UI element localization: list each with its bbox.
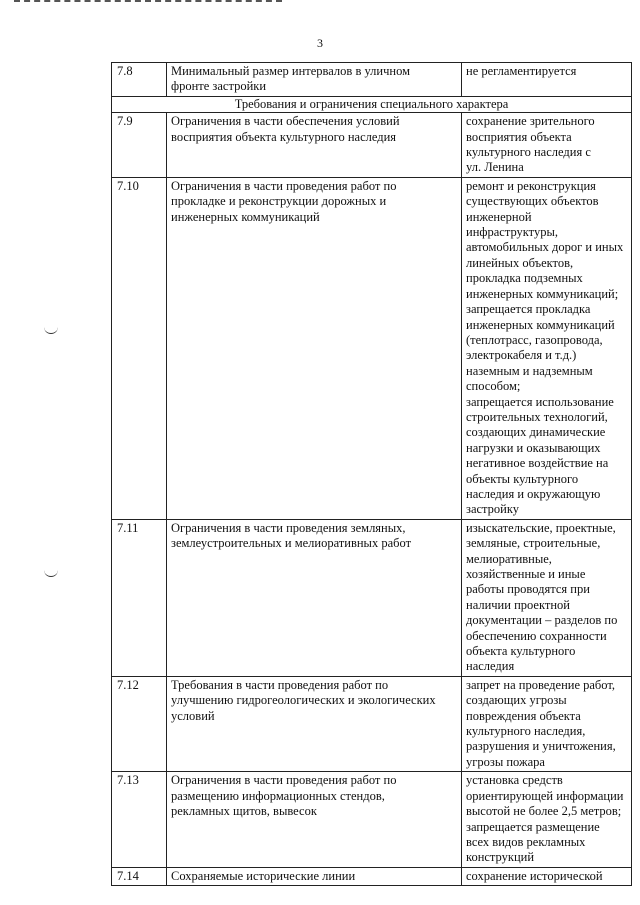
table-row [112,177,632,519]
scan-mark [44,327,58,334]
table-row [112,63,632,97]
scan-mark [44,570,58,577]
row-value: установка средств ориентирующей информации высотой не более 2,5 метров; запрещается размещение всех видов рекламных конструкций [462,772,632,867]
row-value: ремонт и реконструкция существующих объектов инженерной инфраструктуры, автомобильных дорог и иных линейных объектов, прокладка подземных инженерных коммуникаций; запрещается прокладка инженерных коммуникаций (теплотрасс, газопровода, электрокабеля и т.д.) наземным и надземным способом; запрещается использование строительных технологий, создающих динамические нагрузки и оказывающих негативное воздействие на объекты культурного наследия и окружающую застройку [462,177,632,519]
row-number: 7.8 [112,63,167,97]
row-label: Требования в части проведения работ по улучшению гидрогеологических и экологических условий [167,676,462,771]
row-value: запрет на проведение работ, создающих угрозы повреждения объекта культурного наследия, разрушения и уничтожения, угрозы пожара [462,676,632,771]
table-row [112,867,632,885]
table-row [112,772,632,867]
page-number: 3 [317,36,323,50]
table-row [112,676,632,771]
row-label: Ограничения в части проведения работ по размещению информационных стендов, рекламных щитов, вывесок [167,772,462,867]
row-label: Ограничения в части проведения земляных, землеустроительных и мелиоративных работ [167,519,462,676]
scan-edge-line [14,0,282,4]
row-number: 7.10 [112,177,167,519]
row-value: сохранение исторической [462,867,632,885]
row-label: Сохраняемые исторические линии [167,867,462,885]
row-label: Минимальный размер интервалов в уличном фронте застройки [167,63,462,97]
row-number: 7.14 [112,867,167,885]
row-value: сохранение зрительного восприятия объекта культурного наследия с ул. Ленина [462,113,632,178]
row-label: Ограничения в части обеспечения условий восприятия объекта культурного наследия [167,113,462,178]
row-label: Ограничения в части проведения работ по прокладке и реконструкции дорожных и инженерных коммуникаций [167,177,462,519]
row-number: 7.12 [112,676,167,771]
row-value: не регламентируется [462,63,632,97]
row-number: 7.9 [112,113,167,178]
requirements-table [111,62,632,886]
row-value: изыскательские, проектные, земляные, строительные, мелиоративные, хозяйственные и иные работы проводятся при наличии проектной документации – разделов по обеспечению сохранности объекта культурного наследия [462,519,632,676]
table-row [112,113,632,178]
table-row [112,519,632,676]
section-header-row [112,96,632,112]
section-header: Требования и ограничения специального характера [112,96,632,112]
row-number: 7.13 [112,772,167,867]
row-number: 7.11 [112,519,167,676]
